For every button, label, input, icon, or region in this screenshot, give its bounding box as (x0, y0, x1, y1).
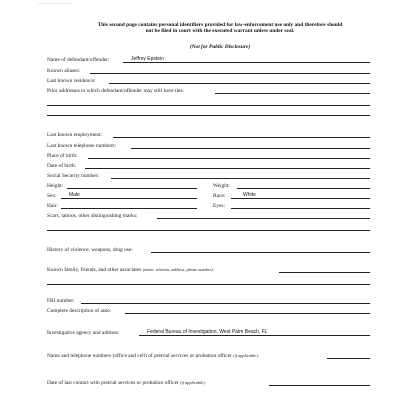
violence-field (47, 245, 370, 254)
agency-line[interactable] (139, 335, 370, 336)
last-contact-label-note: (if applicable): (180, 380, 207, 385)
agency-value: Federal Bureau of Investigation, West Palm Beach, FL (147, 329, 268, 335)
last-residence-label: Last known residence: (47, 78, 96, 84)
associates-extra-line[interactable] (47, 284, 370, 285)
fbi-number-field (47, 296, 370, 305)
auto-field (47, 306, 370, 315)
agency-field (47, 328, 370, 337)
telephone-field (47, 141, 370, 150)
fbi-number-label: FBI number: (47, 298, 75, 304)
date-of-birth-line[interactable] (85, 168, 370, 169)
last-employment-field (47, 130, 370, 139)
scars-line[interactable] (157, 218, 370, 219)
last-employment-line[interactable] (113, 137, 370, 138)
ssn-label: Social Security number: (47, 173, 100, 179)
associates-label (47, 267, 214, 273)
fbi-number-line[interactable] (81, 303, 370, 304)
last-residence-field (47, 76, 370, 85)
associates-label-text: Known family, friends, and other associates (47, 267, 142, 273)
pretrial-officer-label-text: Name and telephone numbers (office and cell) of pretrial services or probation officer (47, 353, 232, 359)
last-contact-label (47, 380, 206, 386)
place-of-birth-line[interactable] (88, 158, 370, 159)
auto-label: Complete description of auto: (47, 308, 112, 314)
weight-field (213, 181, 370, 190)
hair-label: Hair: (47, 203, 59, 209)
date-of-birth-field (47, 161, 370, 170)
sex-field (47, 191, 197, 200)
race-label: Race: (213, 193, 226, 199)
weight-line[interactable] (237, 188, 370, 189)
associates-label-note: (name, relation, address, phone number): (142, 267, 215, 272)
violence-line[interactable] (151, 252, 370, 253)
associates-line[interactable] (279, 272, 370, 273)
sex-line[interactable] (61, 198, 197, 199)
eyes-label: Eyes: (213, 203, 225, 209)
telephone-line[interactable] (131, 148, 370, 149)
scars-extra-line[interactable] (47, 230, 370, 231)
place-of-birth-label: Place of birth: (47, 153, 78, 159)
ssn-field (47, 171, 370, 180)
defendant-name-field (47, 55, 370, 64)
height-line[interactable] (67, 188, 197, 189)
height-field (47, 181, 197, 190)
associates-field (47, 265, 370, 274)
ssn-line[interactable] (111, 178, 370, 179)
hair-field (47, 201, 197, 210)
race-value: White (243, 192, 256, 198)
race-line[interactable] (231, 198, 370, 199)
auto-line[interactable] (125, 313, 370, 314)
date-of-birth-label: Date of birth: (47, 163, 77, 169)
telephone-label: Last known telephone numbers: (47, 143, 117, 149)
confidentiality-notice: This second page contains personal identifiers provided for law-enforcement use only and therefore should not be filed in court with the executed warrant unless under seal. (97, 22, 343, 34)
agency-label: Investigative agency and address: (47, 330, 120, 336)
prior-addresses-extra-line[interactable] (47, 105, 370, 106)
not-public-disclosure: (Not for Public Disclosure) (189, 44, 251, 50)
last-contact-line[interactable] (269, 385, 370, 386)
aliases-label: Known aliases: (47, 68, 81, 74)
prior-addresses-extra-line[interactable] (47, 115, 370, 116)
pretrial-officer-field (47, 351, 370, 360)
pretrial-officer-label (47, 353, 259, 359)
defendant-name-value: Jeffrey Epstein (131, 56, 164, 62)
aliases-field (47, 66, 370, 75)
prior-addresses-field (47, 86, 370, 95)
defendant-name-line[interactable] (123, 62, 370, 63)
defendant-name-label: Name of defendant/offender: (47, 57, 110, 63)
place-of-birth-field (47, 151, 370, 160)
pretrial-officer-line[interactable] (327, 358, 370, 359)
last-contact-label-text: Date of last contact with pretrial services or probation officer (47, 380, 179, 386)
prior-addresses-label: Prior addresses to which defendant/offender may still have ties: (47, 88, 185, 94)
race-field (213, 191, 370, 200)
eyes-line[interactable] (231, 208, 370, 209)
prior-addresses-line[interactable] (215, 93, 370, 94)
sex-value: Male (69, 192, 80, 198)
height-label: Height: (47, 183, 64, 189)
weight-label: Weight: (213, 183, 230, 189)
last-residence-line[interactable] (109, 83, 370, 84)
sex-label: Sex: (47, 193, 57, 199)
pretrial-officer-label-note: (if applicable): (233, 353, 260, 358)
scars-field (47, 211, 370, 220)
eyes-field (213, 201, 370, 210)
aliases-line[interactable] (90, 73, 370, 74)
last-employment-label: Last known employment: (47, 132, 103, 138)
last-contact-field (47, 378, 370, 387)
hair-line[interactable] (61, 208, 197, 209)
scars-label: Scars, tattoos, other distinguishing marks: (47, 213, 138, 219)
header-cut-text: ................................... (38, 0, 73, 5)
violence-label: History of violence, weapons, drug use: (47, 247, 133, 253)
